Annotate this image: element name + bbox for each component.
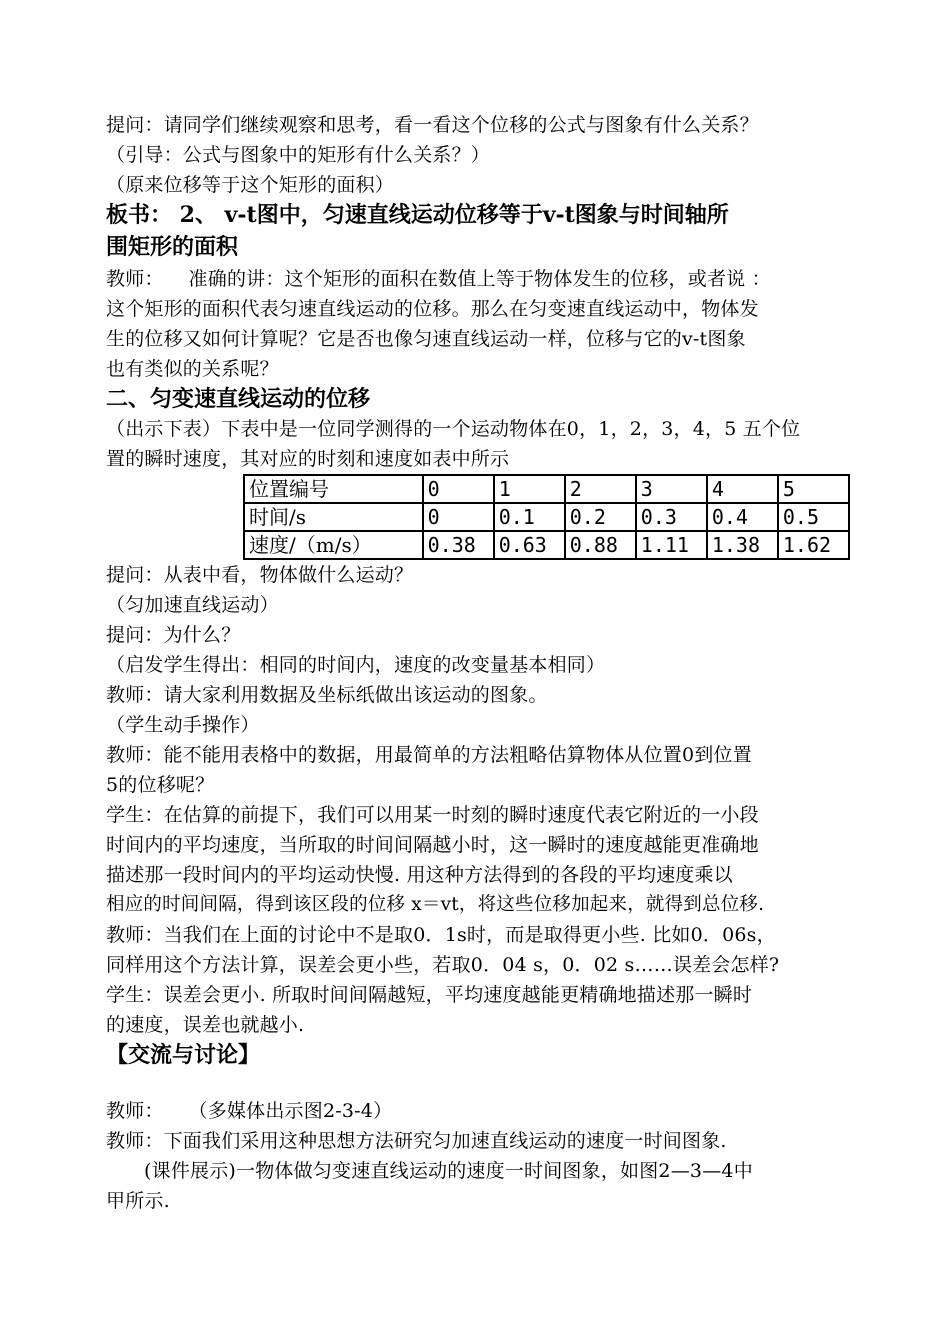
teacher-line: 教师：下面我们采用这种思想方法研究匀加速直线运动的速度一时间图象.: [106, 1130, 727, 1152]
show-table-line-2: 置的瞬时速度，其对应的时刻和速度如表中所示: [106, 448, 510, 470]
table-cell: 3: [636, 475, 707, 503]
table-cell: 1.62: [778, 531, 849, 559]
teacher-line: 教师：请大家利用数据及坐标纸做出该运动的图象。: [106, 684, 548, 706]
student-line: 描述那一段时间内的平均运动快慢. 用这种方法得到的各段的平均速度乘以: [106, 864, 733, 886]
table-cell: 0.38: [423, 531, 494, 559]
table-row: [244, 531, 849, 559]
courseware-line: (课件展示)一物体做匀变速直线运动的速度一时间图象，如图2—3—4中: [144, 1160, 753, 1182]
table-cell: 0.88: [565, 531, 636, 559]
table-cell: 0.4: [707, 503, 778, 531]
discussion-heading: 【交流与讨论】: [106, 1042, 261, 1068]
teacher-line-3: 生的位移又如何计算呢？它是否也像匀速直线运动一样，位移与它的v-t图象: [106, 328, 746, 350]
teacher-line-2: 这个矩形的面积代表匀速直线运动的位移。那么在匀变速直线运动中，物体发: [106, 298, 759, 320]
answer-line: （原来位移等于这个矩形的面积）: [106, 174, 395, 196]
table-cell: 0.3: [636, 503, 707, 531]
teacher-line: 5的位移呢？: [106, 774, 215, 796]
student-line: 时间内的平均速度，当所取的时间间隔越小时，这一瞬时的速度越能更准确地: [106, 834, 759, 856]
table-cell: 1.38: [707, 531, 778, 559]
table-cell: 0.2: [565, 503, 636, 531]
student-line: 学生：误差会更小. 所取时间间隔越短，平均速度越能更精确地描述那一瞬时: [106, 984, 753, 1006]
question-line: 提问：为什么？: [106, 624, 241, 646]
teacher-line-1: 教师： 准确的讲：这个矩形的面积在数值上等于物体发生的位移，或者说 ：: [106, 268, 771, 290]
table-cell: 1: [494, 475, 565, 503]
board-heading-2: 围矩形的面积: [106, 234, 239, 260]
courseware-line: 甲所示.: [106, 1190, 170, 1212]
student-line: 学生：在估算的前提下，我们可以用某一时刻的瞬时速度代表它附近的一小段: [106, 804, 759, 826]
table-cell: 2: [565, 475, 636, 503]
teacher-line: 同样用这个方法计算，误差会更小些，若取0．04 s，0．02 s……误差会怎样?: [106, 954, 780, 976]
show-table-line-1: （出示下表）下表中是一位同学测得的一个运动物体在0，1，2，3，4，5 五个位: [106, 418, 801, 440]
table-cell: 0.63: [494, 531, 565, 559]
table-row: [244, 475, 849, 503]
table-cell: 0: [423, 475, 494, 503]
table-cell: 0.1: [494, 503, 565, 531]
student-line: 相应的时间间隔，得到该区段的位移 x＝vt，将这些位移加起来，就得到总位移.: [106, 894, 765, 915]
answer-line: （启发学生得出：相同的时间内，速度的改变量基本相同）: [106, 654, 606, 676]
table-row-label: 位置编号: [244, 475, 423, 503]
board-heading-1: 板书： 2、 v-t图中，匀速直线运动位移等于v-t图象与时间轴所: [106, 202, 729, 228]
teacher-line: 教师：当我们在上面的讨论中不是取0．1s时，而是取得更小些. 比如0．06s，: [106, 924, 776, 946]
table-cell: 1.11: [636, 531, 707, 559]
velocity-table: [243, 474, 850, 560]
question-line: 提问：从表中看，物体做什么运动？: [106, 564, 414, 586]
spacer: [106, 1072, 850, 1096]
table-row: [244, 503, 849, 531]
table-cell: 5: [778, 475, 849, 503]
answer-line: （匀加速直线运动）: [106, 594, 279, 616]
table-row-label: 速度/（m/s）: [244, 531, 423, 559]
teacher-line: 教师： （多媒体出示图2-3-4）: [106, 1100, 393, 1122]
student-line: 的速度，误差也就越小.: [106, 1014, 305, 1036]
section-heading: 二、匀变速直线运动的位移: [106, 386, 371, 412]
table-cell: 0.5: [778, 503, 849, 531]
document-page: [106, 110, 850, 1216]
teacher-line: 教师：能不能用表格中的数据，用最简单的方法粗略估算物体从位置0到位置: [106, 744, 752, 766]
question-line: 提问：请同学们继续观察和思考，看一看这个位移的公式与图象有什么关系？: [106, 114, 759, 136]
guide-line: （引导：公式与图象中的矩形有什么关系？）: [106, 144, 491, 166]
table-cell: 4: [707, 475, 778, 503]
activity-line: （学生动手操作）: [106, 714, 260, 736]
table-cell: 0: [423, 503, 494, 531]
teacher-line-4: 也有类似的关系呢？: [106, 358, 279, 380]
table-row-label: 时间/s: [244, 503, 423, 531]
